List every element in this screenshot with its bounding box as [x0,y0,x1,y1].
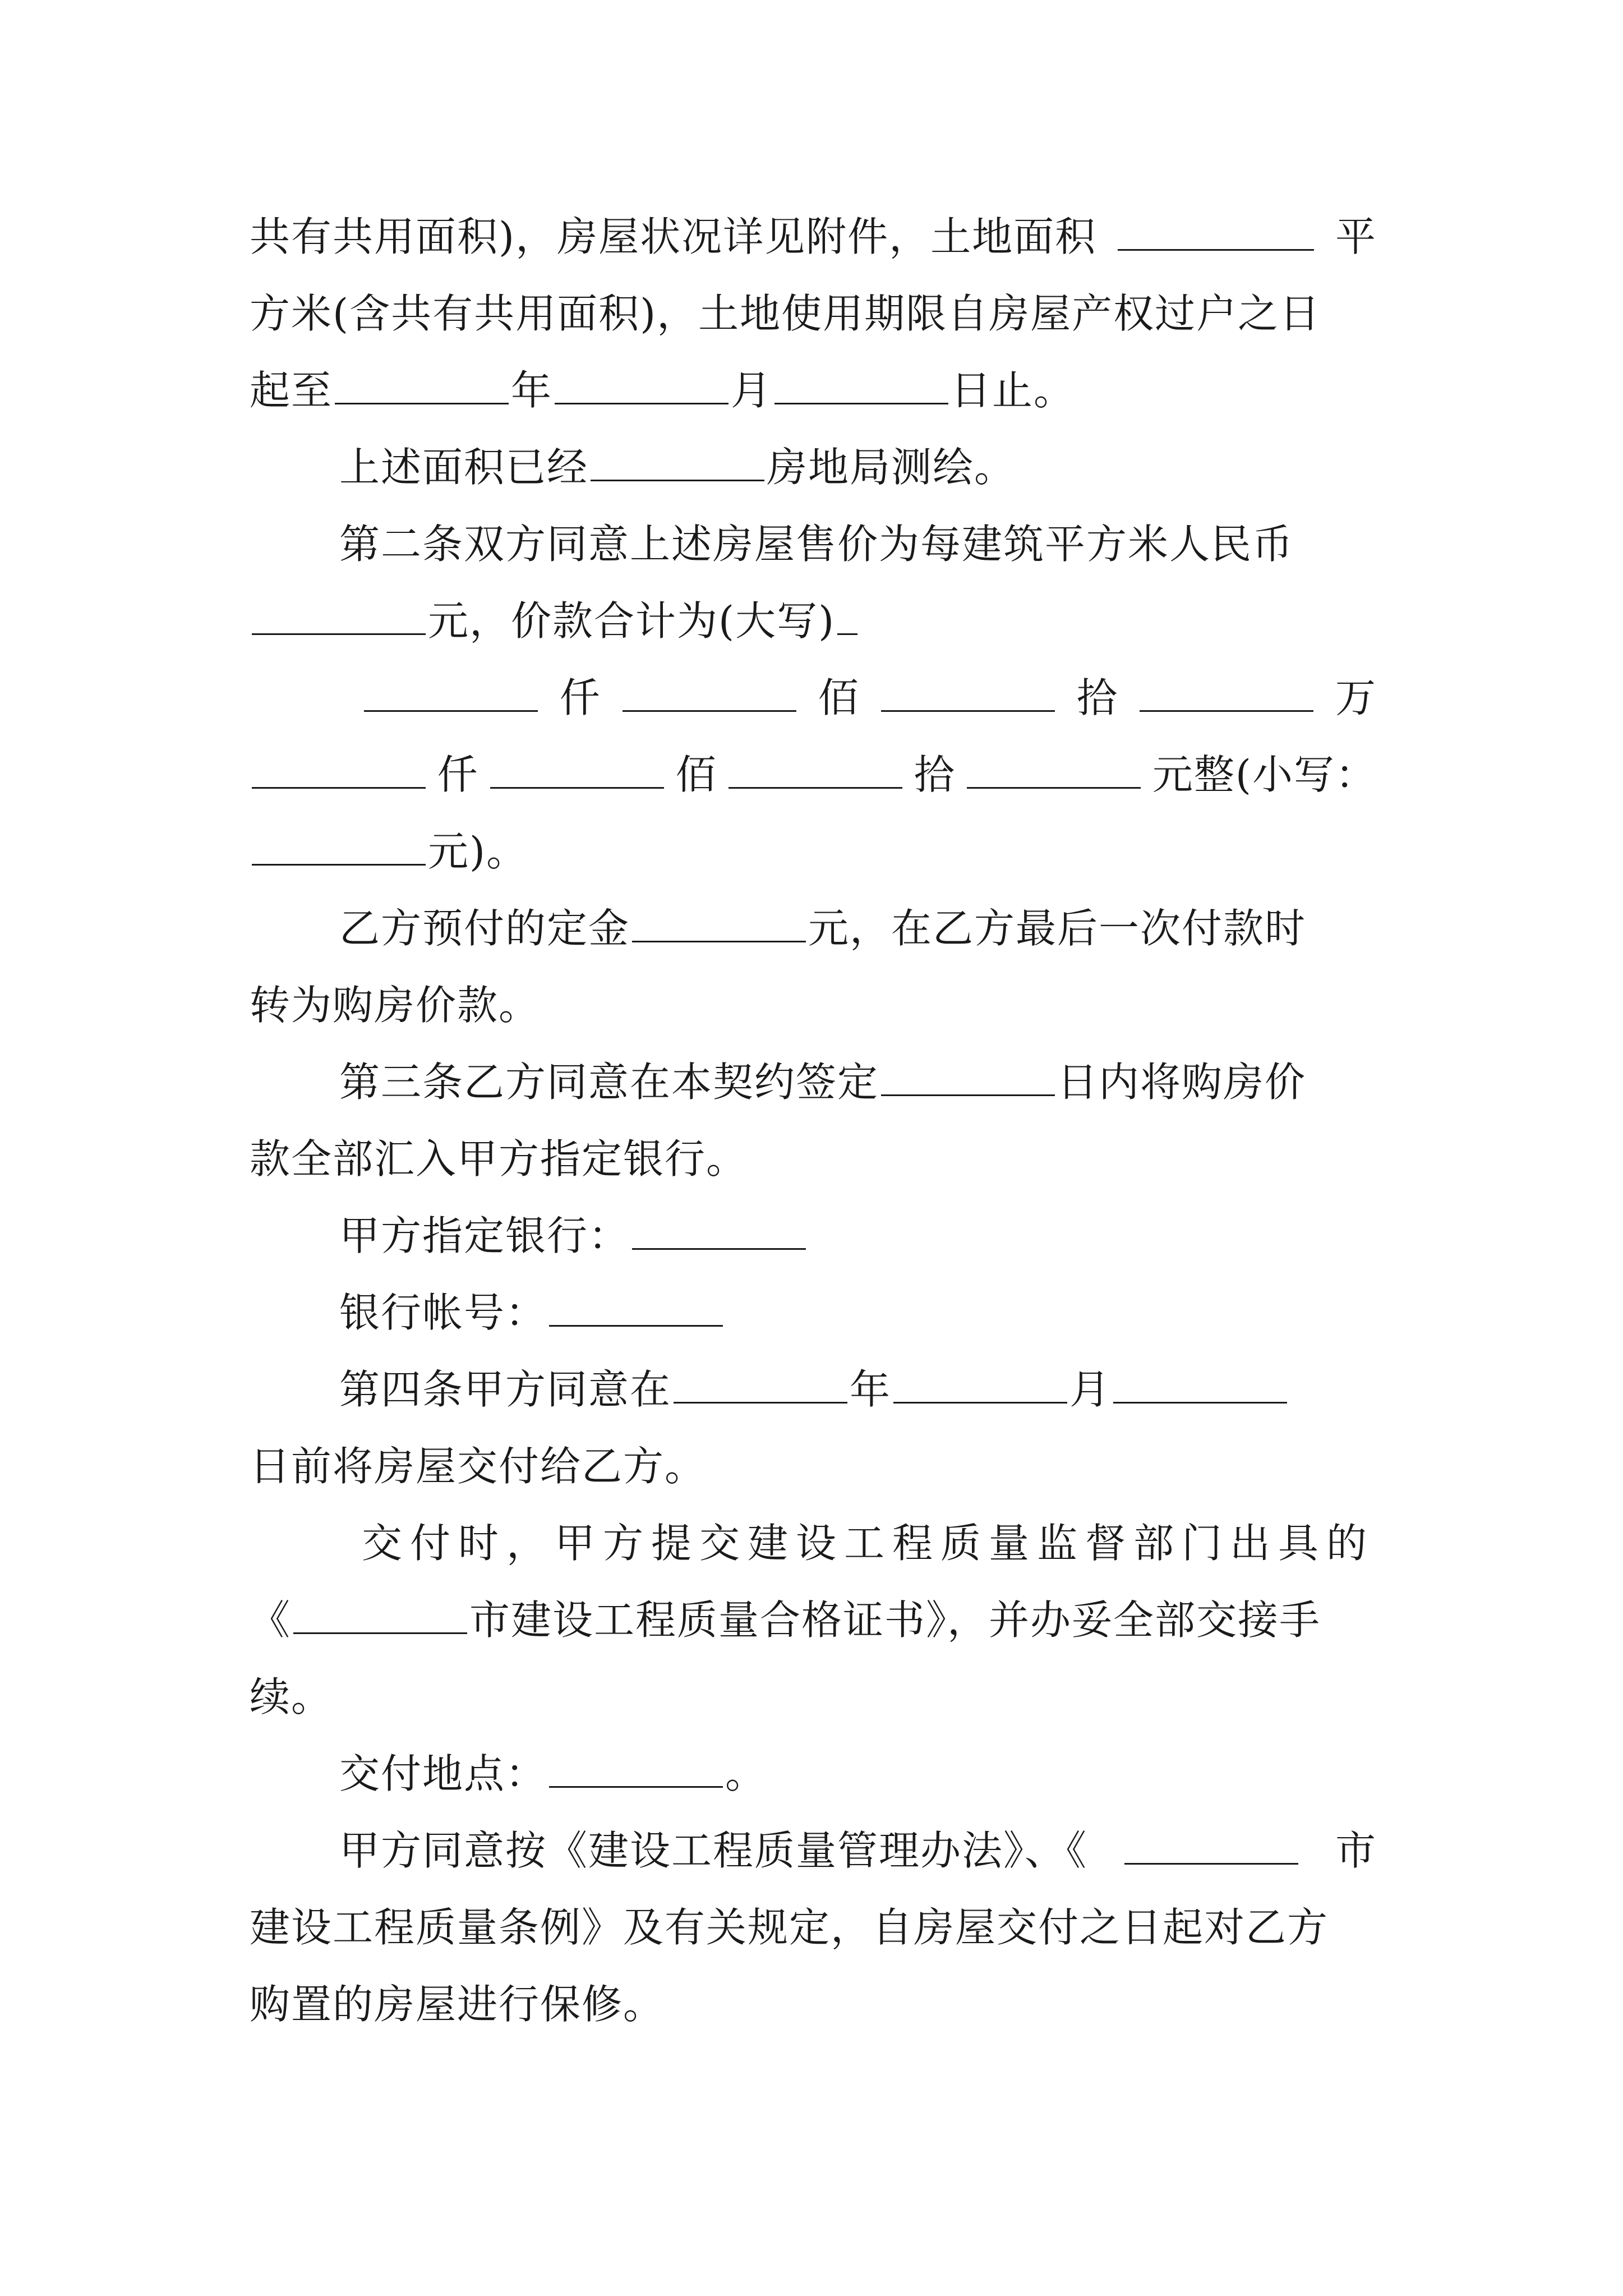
text-segment: 元)。 [428,828,528,875]
text-segment: 第四条甲方同意在 [339,1366,672,1413]
text-segment: 甲方指定银行： [339,1212,630,1259]
fill-blank[interactable] [893,1368,1067,1404]
text-segment: 续。 [250,1673,333,1720]
text-line [250,1594,1377,1646]
text-line [250,748,1377,801]
text-segment: 平 [1335,213,1377,260]
text-segment: 交付时，甲方提交建设工程质量监督部门出具的 [362,1520,1375,1567]
fill-blank[interactable] [252,830,426,866]
text-line [250,441,1377,494]
text-segment: 方米(含共有共用面积)，土地使用期限自房屋产权过户之日 [250,290,1321,337]
text-segment: 日内将购房价 [1057,1059,1307,1106]
text-segment: 市 [1335,1827,1377,1874]
text-segment: 仟 [559,674,601,721]
text-line [250,1901,1377,1954]
text-segment: 年 [511,367,553,414]
text-line [250,1286,1377,1339]
text-segment: 转为购房价款。 [250,982,541,1029]
text-segment: 年 [850,1366,892,1413]
fill-blank[interactable] [881,1061,1055,1096]
fill-blank[interactable] [591,446,764,481]
text-segment: 第三条乙方同意在本契约签定 [339,1059,879,1106]
text-line [250,1747,1377,1800]
fill-blank[interactable] [335,369,509,404]
text-segment: 佰 [675,751,717,798]
text-segment: 乙方预付的定金 [339,905,630,952]
fill-blank[interactable] [549,1291,723,1327]
text-segment: 款全部汇入甲方指定银行。 [250,1135,748,1182]
text-segment: 建设工程质量条例》及有关规定，自房屋交付之日起对乙方 [250,1904,1329,1951]
fill-blank[interactable] [1140,677,1313,712]
fill-blank[interactable] [490,753,664,789]
text-segment: 市建设工程质量合格证书》，并办妥全部交接手 [469,1596,1321,1644]
text-segment: 日前将房屋交付给乙方。 [250,1443,707,1490]
text-segment: 交付地点： [339,1750,547,1797]
text-segment: 。 [725,1750,767,1797]
text-line [250,364,1377,417]
contract-body [250,210,1377,2055]
text-segment: 元，在乙方最后一次付款时 [808,905,1307,952]
text-line [250,1133,1377,1185]
fill-blank[interactable] [774,369,948,404]
fill-blank[interactable] [293,1599,467,1634]
text-line [250,1209,1377,1262]
text-line [250,671,1377,724]
text-line [250,1440,1377,1493]
text-segment: 月 [731,367,773,414]
text-line [250,1056,1377,1108]
text-segment: 上述面积已经 [339,444,589,491]
text-line [250,210,1377,263]
text-segment: 日止。 [951,367,1076,414]
text-segment: 共有共用面积)，房屋状况详见附件，土地面积 [250,213,1097,260]
fill-blank[interactable] [364,677,538,712]
fill-blank[interactable] [837,600,857,635]
fill-blank[interactable] [632,1214,806,1250]
text-segment: 购置的房屋进行保修。 [250,1981,665,2028]
text-line [250,1517,1377,1570]
text-line [250,979,1377,1032]
text-segment: 房地局测绘。 [767,444,1016,491]
text-segment: 甲方同意按《建设工程质量管理办法》、《 [339,1827,1088,1874]
text-segment: 第二条双方同意上述房屋售价为每建筑平方米人民币 [339,521,1294,568]
text-line [250,1363,1377,1416]
text-line [250,518,1377,570]
fill-blank[interactable] [1113,1368,1287,1404]
fill-blank[interactable] [881,677,1055,712]
fill-blank[interactable] [632,907,806,942]
text-line [250,825,1377,878]
fill-blank[interactable] [252,600,426,635]
text-line [250,287,1377,340]
text-segment: 万 [1335,674,1377,721]
fill-blank[interactable] [252,753,426,789]
fill-blank[interactable] [728,753,902,789]
fill-blank[interactable] [1124,1829,1298,1865]
text-segment: 拾 [1076,674,1118,721]
fill-blank[interactable] [1118,215,1314,251]
text-segment: 月 [1069,1366,1112,1413]
text-line [250,1978,1377,2031]
text-line [250,595,1377,647]
text-line [250,1824,1377,1877]
text-segment: 仟 [437,751,479,798]
fill-blank[interactable] [623,677,796,712]
text-segment: 起至 [250,367,333,414]
text-segment: 拾 [914,751,956,798]
text-line [250,902,1377,955]
text-segment: 元整(小写： [1152,751,1377,798]
fill-blank[interactable] [555,369,728,404]
text-segment: 银行帐号： [339,1289,547,1336]
text-segment: 元，价款合计为(大写) [428,597,836,645]
fill-blank[interactable] [967,753,1141,789]
text-segment: 《 [250,1596,292,1644]
fill-blank[interactable] [674,1368,847,1404]
text-line [250,1671,1377,1723]
fill-blank[interactable] [549,1752,723,1788]
text-segment: 佰 [818,674,860,721]
